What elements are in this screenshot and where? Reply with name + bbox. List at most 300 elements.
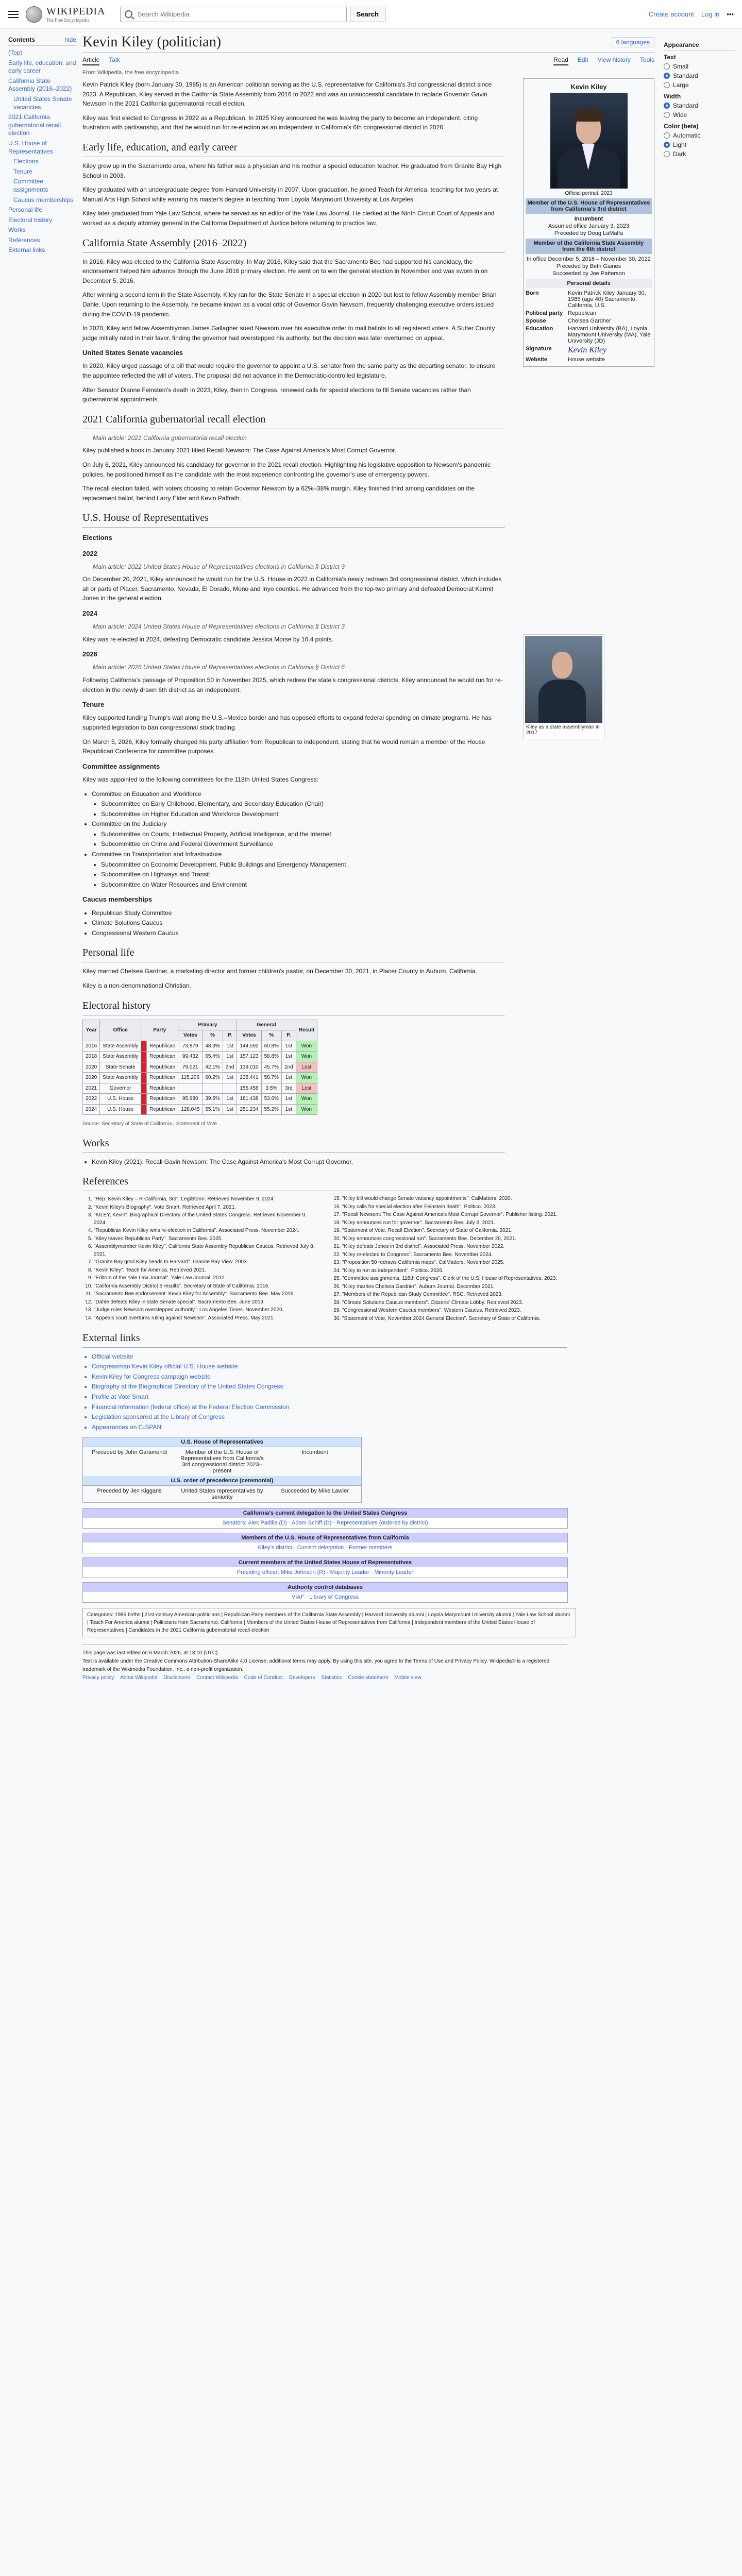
tab-tools[interactable]: Tools — [639, 56, 654, 63]
subsection-heading-2026: 2026 — [82, 650, 97, 658]
navbox-title[interactable]: Authority control databases — [83, 1583, 567, 1592]
committee-item[interactable]: • Subcommittee on Water Resources and Environment — [101, 880, 505, 890]
section-heading-personal: Personal life — [82, 945, 505, 962]
committee-list — [92, 789, 505, 890]
toc-item[interactable]: Tenure — [13, 167, 32, 175]
electoral-history-table — [82, 1020, 317, 1115]
cell-office[interactable]: State Assembly — [100, 1052, 141, 1062]
navbox-body[interactable]: Presiding officer: Mike Johnson (R) · Majority Leader · Minority Leader — [83, 1567, 567, 1578]
external-link[interactable]: • Financial information (federal office) at the Federal Election Commission — [92, 1402, 567, 1412]
navbox — [82, 1508, 568, 1529]
table-row — [83, 1052, 317, 1062]
reference-item[interactable]: 21. "Kiley defeats Jones in 3rd district". Associated Press. November 2022. — [342, 1243, 567, 1251]
cell-gp: 3.5% — [261, 1083, 281, 1094]
paragraph: In 2020, Kiley urged passage of a bill that would require the governor to appoint a U.S. senator from the same party as the departing senator, to ensure the appointee reflected the will of voters. The proposal did not advance in the Democratic-controlled legislature. — [82, 362, 496, 380]
cell-gv: 157,123 — [237, 1052, 261, 1062]
committee-item[interactable]: • Committee on the Judiciary — [92, 819, 505, 829]
external-link[interactable]: • Biography at the Biographical Directory of the United States Congress — [92, 1382, 567, 1392]
cell-office[interactable]: State Assembly — [100, 1073, 141, 1083]
th-votes: Votes — [237, 1030, 261, 1041]
cell-gr: 3rd — [281, 1083, 296, 1094]
party-color-swatch — [141, 1062, 147, 1073]
subsection-heading-caucuses: Caucus memberships — [82, 895, 153, 904]
option-label: Light — [673, 141, 687, 148]
cell-pv — [178, 1083, 203, 1094]
cell-gr: 1st — [281, 1041, 296, 1052]
committee-item[interactable]: • Committee on Transportation and Infrastructure — [92, 850, 505, 859]
cell-pv: 128,045 — [178, 1104, 203, 1115]
table-source: Source: Secretary of State of California | Statement of Vote — [82, 1121, 217, 1127]
succession-prev[interactable]: Preceded by John Garamendi — [83, 1447, 176, 1476]
cell-result: Won — [296, 1052, 317, 1062]
external-link[interactable]: • Legislation sponsored at the Library of Congress — [92, 1412, 567, 1422]
paragraph: Kiley later graduated from Yale Law School, where he served as an editor of the Yale Law Journal. He clerked at the Ninth Circuit Court of Appeals and worked as a deputy attorney general in the California Department of Justice before returning to practice law. — [82, 210, 495, 227]
cell-gp: 60.8% — [261, 1041, 281, 1052]
cell-gp: 58.7% — [261, 1073, 281, 1083]
subsection-heading-2022: 2022 — [82, 549, 97, 557]
cell-pr: 1st — [223, 1073, 237, 1083]
section-heading-early-life: Early life, education, and early career — [82, 140, 505, 157]
works-item: • Kevin Kiley (2021). Recall Gavin Newsom: The Case Against America's Most Corrupt Governor. — [92, 1157, 505, 1167]
reference-item[interactable]: 28. "Climate Solutions Caucus members". Citizens' Climate Lobby. Retrieved 2023. — [342, 1299, 567, 1307]
photo-body — [538, 680, 586, 723]
preceded-by: Preceded by Doug LaMalfa — [554, 230, 623, 236]
external-link[interactable]: • Kevin Kiley for Congress campaign website — [92, 1372, 567, 1382]
cell-pp: 55.1% — [203, 1104, 223, 1115]
paragraph: On December 20, 2021, Kiley announced he would run for the U.S. House in 2022 in California's newly redrawn 3rd congressional district, which includes all or parts of Placer, Sacramento, Nevada, El Dorado, Mono and Inyo counties. He advanced from the top-two primary and defeated Democrat Kermit Jones in the general election. — [82, 575, 502, 602]
tab-view-history[interactable]: View history — [597, 56, 631, 63]
th-primary: Primary — [178, 1020, 237, 1030]
page-footer — [82, 1645, 567, 1682]
main-menu-icon[interactable] — [8, 11, 19, 18]
reference-item[interactable]: 29. "Congressional Western Caucus members". Western Caucus. Retrieved 2023. — [342, 1307, 567, 1315]
reference-item[interactable]: 25. "Committee assignments, 118th Congress". Clerk of the U.S. House of Representatives. 2023. — [342, 1275, 567, 1283]
footer-link[interactable]: Statistics — [321, 1675, 342, 1681]
width-standard-option[interactable] — [664, 102, 735, 109]
footer-link[interactable]: Mobile view — [394, 1675, 421, 1681]
paragraph: Kiley was re-elected in 2024, defeating Democratic candidate Jessica Morse by 10.4 points. — [82, 635, 333, 643]
toc-heading: Contents — [8, 36, 35, 43]
cell-year: 2018 — [83, 1052, 100, 1062]
infobox-row — [526, 310, 652, 316]
party-color-swatch — [141, 1083, 147, 1094]
toc-item[interactable]: Works — [8, 226, 26, 234]
infobox-row-value: Harvard University (BA), Loyola Marymount University (MA), Yale University (JD) — [568, 326, 651, 344]
radio-icon — [664, 132, 670, 139]
reference-item[interactable]: 20. "Kiley announces congressional run". Sacramento Bee. December 20, 2021. — [342, 1235, 567, 1243]
cell-result: Lost — [296, 1062, 317, 1073]
reference-item[interactable]: 17. "Recall Newsom: The Case Against America's Most Corrupt Governor". Publisher listing. 2021. — [342, 1211, 567, 1219]
reference-item[interactable]: 14. "Appeals court overturns ruling against Newsom". Associated Press. May 2021. — [94, 1315, 318, 1323]
committee-item[interactable]: • Committee on Education and Workforce — [92, 789, 505, 799]
committee-item[interactable]: • Subcommittee on Higher Education and Workforce Development — [101, 809, 505, 819]
paragraph: Kiley graduated with an undergraduate degree from Harvard University in 2007. Upon graduation, he joined Teach for America, teaching for two years at Manual Arts High School while earning his master's degree in teaching from Loyola Marymount University at Los Angeles. — [82, 186, 498, 203]
reference-item[interactable]: 2. "Kevin Kiley's Biography". Vote Smart. Retrieved April 7, 2021. — [94, 1204, 318, 1212]
succession-current: Member of the U.S. House of Representatives from California's 3rd congressional district 2023–present — [176, 1447, 268, 1476]
cell-year: 2016 — [83, 1041, 100, 1052]
lead-paragraph: Kiley was first elected to Congress in 2022 as a Republican. In 2025 Kiley announced he was leaving the party to become an independent, citing frustration with partisanship, and that he would run for re-election as an independent in California's 6th congressional district in 2026. — [82, 114, 478, 131]
party-color-swatch — [141, 1041, 147, 1052]
paragraph: Kiley married Chelsea Gardner, a marketing director and former children's pastor, on December 30, 2021, in Placer County in Auburn, California. — [82, 968, 478, 975]
article-body — [82, 80, 505, 1191]
official-portrait[interactable] — [550, 93, 628, 189]
text-small-option[interactable] — [664, 63, 735, 70]
color-label: Color (beta) — [664, 123, 699, 130]
table-row — [83, 1062, 317, 1073]
width-wide-option[interactable] — [664, 111, 735, 118]
footer-link[interactable]: Privacy policy — [82, 1675, 114, 1681]
paragraph: After Senator Dianne Feinstein's death in 2023, Kiley, then in Congress, renewed calls for special elections to fill Senate vacancies rather than gubernatorial appointments. — [82, 386, 471, 403]
cell-gv: 144,592 — [237, 1041, 261, 1052]
toc-item[interactable]: U.S. House of Representatives — [8, 139, 53, 155]
search-icon — [125, 10, 132, 18]
navbox-title[interactable]: California's current delegation to the United States Congress — [83, 1509, 567, 1518]
reference-item[interactable]: 23. "Proposition 50 redraws California maps". CalMatters. November 2025. — [342, 1259, 567, 1267]
paragraph: On March 5, 2026, Kiley formally changed his party affiliation from Republican to independent, stating that he would remain a member of the House Republican Conference for committee purposes. — [82, 738, 485, 755]
text-size-label: Text — [664, 54, 676, 61]
infobox-row-value[interactable]: House website — [568, 357, 605, 363]
log-in-link[interactable]: Log in — [701, 10, 720, 18]
paragraph: On July 6, 2021, Kiley announced his candidacy for governor in the 2021 recall election. Highlighting his legislative opposition to Newsom's pandemic policies, he positioned himself as the candidate with the most experience confronting the governor's use of emergency powers. — [82, 461, 491, 478]
reference-item[interactable]: 27. "Members of the Republican Study Committee". RSC. Retrieved 2023. — [342, 1291, 567, 1299]
reference-item[interactable]: 15. "Kiley bill would change Senate vacancy appointments". CalMatters. 2020. — [342, 1195, 567, 1203]
option-label: Wide — [673, 111, 687, 118]
cell-year: 2022 — [83, 1094, 100, 1105]
assembly-succeeded: Succeeded by Joe Patterson — [552, 270, 625, 277]
cell-result: Won — [296, 1073, 317, 1083]
cell-party[interactable]: Republican — [147, 1062, 178, 1073]
infobox-row-value: Republican — [568, 310, 597, 316]
cell-result: Won — [296, 1094, 317, 1105]
site-tagline: The Free Encyclopedia — [46, 18, 90, 23]
th-year: Year — [83, 1020, 100, 1041]
cell-year: 2020 — [83, 1073, 100, 1083]
cell-gp: 53.6% — [261, 1094, 281, 1105]
cell-pr: 1st — [223, 1052, 237, 1062]
reference-item[interactable]: 12. "Dahle defeats Kiley in state Senate special". Sacramento Bee. June 2019. — [94, 1299, 318, 1307]
table-of-contents — [8, 36, 76, 257]
cell-gv: 155,458 — [237, 1083, 261, 1094]
reference-item[interactable]: 1. "Rep. Kevin Kiley – R California, 3rd". LegiStorm. Retrieved November 9, 2024. — [94, 1196, 318, 1204]
reference-item[interactable]: 10. "California Assembly District 6 results". Secretary of State of California. 2016. — [94, 1283, 318, 1291]
toc-item[interactable]: Caucus memberships — [13, 196, 74, 204]
signature-image: Kevin Kiley — [568, 346, 607, 354]
cell-party[interactable]: Republican — [147, 1041, 178, 1052]
precedence-prev[interactable]: Preceded by Jen Kiggans — [83, 1485, 176, 1502]
radio-icon — [664, 82, 670, 88]
paragraph: Kiley supported funding Trump's wall along the U.S.–Mexico border and has opposed efforts to expand federal spending on climate programs. He has supported legislation to ban congressional stock trading. — [82, 714, 492, 731]
cell-gp: 58.8% — [261, 1052, 281, 1062]
site-header — [0, 0, 742, 29]
personal-details-band: Personal details — [526, 279, 652, 288]
lead-paragraph: Kevin Patrick Kiley (born January 30, 1985) is an American politician serving as the U.S. representative for California's 3rd congressional district since 2023. A Republican, Kiley served in the California State Assembly from 2016 to 2022 and was an unsuccessful candidate to replace Governor Gavin Newsom in the 2021 California gubernatorial recall election. — [82, 81, 492, 108]
tab-read[interactable]: Read — [553, 56, 568, 65]
cell-office[interactable]: Governor — [100, 1083, 141, 1094]
reference-item[interactable]: 26. "Kiley marries Chelsea Gardner". Auburn Journal. December 2021. — [342, 1283, 567, 1291]
precedence-next[interactable]: Succeeded by Mike Lawler — [268, 1485, 361, 1502]
assembly-photo-thumb[interactable] — [523, 634, 604, 739]
last-edited: This page was last edited on 6 March 2026, at 18:10 (UTC). — [82, 1650, 220, 1656]
party-color-swatch — [141, 1073, 147, 1083]
page-title: Kevin Kiley (politician) — [82, 34, 222, 50]
reference-item[interactable]: 5. "Kiley leaves Republican Party". Sacramento Bee. 2025. — [94, 1235, 318, 1243]
section-heading-works: Works — [82, 1136, 505, 1153]
cell-party[interactable]: Republican — [147, 1052, 178, 1062]
cell-pr: 2nd — [223, 1062, 237, 1073]
search-box — [120, 7, 347, 22]
th-pct: % — [261, 1030, 281, 1041]
party-color-swatch — [141, 1094, 147, 1105]
navbox — [82, 1582, 568, 1603]
reference-item[interactable]: 22. "Kiley re-elected to Congress". Sacramento Bee. November 2024. — [342, 1251, 567, 1259]
search-button[interactable]: Search — [350, 7, 385, 22]
radio-selected-icon — [664, 73, 670, 79]
footer-link[interactable]: Disclaimers — [163, 1675, 191, 1681]
section-heading-assembly: California State Assembly (2016–2022) — [82, 235, 505, 253]
caucus-item[interactable]: • Climate Solutions Caucus — [92, 918, 505, 928]
hatnote[interactable]: Main article: 2026 United States House of Representatives elections in California § District 6 — [93, 664, 345, 671]
th-pct: % — [203, 1030, 223, 1041]
license-text: Text is available under the Creative Commons Attribution-ShareAlike 4.0 License; additional terms may apply. By using this site, you agree to the Terms of Use and Privacy Policy. Wikipedia® is a registered trademark of the Wikimedia Foundation, Inc., a non-profit organization. — [82, 1658, 550, 1673]
search-input[interactable] — [137, 10, 342, 19]
category-links[interactable]: Categories: 1985 births | 21st-century American politicians | Republican Party members of the California State Assembly | Harvard University alumni | Loyola Marymount University alumni | Yale Law School alumni | Teach For America alumni | Politicians from Sacramento, California | Members of the United States House of Representatives from California | Independent members of the United States House of Representatives | Candidates in the 2021 California gubernatorial recall election — [82, 1608, 576, 1637]
create-account-link[interactable]: Create account — [648, 10, 694, 18]
toc-hide-button[interactable]: hide — [64, 36, 76, 43]
toc-item[interactable]: Electoral history — [8, 216, 53, 224]
footer-link[interactable]: Contact Wikipedia — [196, 1675, 238, 1681]
reference-item[interactable]: 24. "Kiley to run as independent". Politico. 2026. — [342, 1267, 567, 1275]
cell-result: Won — [296, 1104, 317, 1115]
th-result: Result — [296, 1020, 317, 1041]
cell-gr: 2nd — [281, 1062, 296, 1073]
infobox — [523, 78, 654, 367]
cell-party[interactable]: Republican — [147, 1083, 178, 1094]
table-row — [83, 1094, 317, 1105]
cell-pp: 65.4% — [203, 1052, 223, 1062]
office-band: Member of the U.S. House of Representatives from California's 3rd district — [526, 198, 652, 214]
reference-item[interactable]: 7. "Granite Bay grad Kiley heads to Harvard". Granite Bay View. 2003. — [94, 1259, 318, 1266]
reference-item[interactable]: 9. "Editors of the Yale Law Journal". Yale Law Journal. 2012. — [94, 1275, 318, 1282]
cell-pp: 42.1% — [203, 1062, 223, 1073]
toc-item[interactable]: Elections — [13, 158, 39, 165]
infobox-row-key: Education — [526, 326, 553, 332]
option-label: Dark — [673, 150, 686, 158]
toc-item[interactable]: Personal life — [8, 206, 43, 214]
toc-item[interactable]: (Top) — [8, 49, 23, 56]
committee-item[interactable]: • Subcommittee on Economic Development, Public Buildings and Emergency Management — [101, 860, 505, 870]
tab-talk[interactable]: Talk — [109, 56, 120, 63]
reference-item[interactable]: 19. "Statement of Vote, Recall Election". Secretary of State of California. 2021. — [342, 1227, 567, 1235]
paragraph: Kiley published a book in January 2021 titled Recall Newsom: The Case Against America's Most Corrupt Governor. — [82, 447, 397, 454]
caucus-item[interactable]: • Congressional Western Caucus — [92, 928, 505, 938]
external-link[interactable]: • Profile at Vote Smart — [92, 1392, 567, 1402]
committee-item[interactable]: • Subcommittee on Courts, Intellectual Property, Artificial Intelligence, and the Internet — [101, 829, 505, 839]
reference-item[interactable]: 16. "Kiley calls for special election after Feinstein death". Politico. 2023. — [342, 1204, 567, 1211]
toc-item[interactable]: Committee assignments — [13, 178, 48, 193]
section-heading-electoral-history: Electoral history — [82, 998, 505, 1015]
cell-year: 2020 — [83, 1062, 100, 1073]
infobox-row — [526, 346, 652, 355]
toc-item[interactable]: References — [8, 236, 40, 244]
cell-gv: 181,438 — [237, 1094, 261, 1105]
page-tabs — [82, 56, 654, 65]
cell-pv: 79,021 — [178, 1062, 203, 1073]
paragraph: In 2020, Kiley and fellow Assemblyman James Gallagher sued Newsom over his executive order to mail ballots to all registered voters. A Sutter County judge initially ruled in their favor, finding the governor had overstepped his authority, but the decision was later overturned on appeal. — [82, 325, 495, 342]
footer-link[interactable]: Cookie statement — [348, 1675, 389, 1681]
reference-item[interactable]: 13. "Judge rules Newsom overstepped authority". Los Angeles Times. November 2020. — [94, 1307, 318, 1314]
paragraph: In 2016, Kiley was elected to the California State Assembly. In May 2016, Kiley said that the Sacramento Bee had supported his candidacy, the endorsement helped him advance through the June 2016 primary election. He went on to win the general election in November and was sworn in on December 5, 2016. — [82, 258, 488, 284]
footer-link[interactable]: Developers — [289, 1675, 315, 1681]
committee-item[interactable]: • Subcommittee on Early Childhood, Elementary, and Secondary Education (Chair) — [101, 799, 505, 809]
subsection-heading-tenure: Tenure — [82, 701, 105, 709]
assembly-term: In office December 5, 2016 – November 30, 2022 — [527, 256, 651, 262]
external-link[interactable]: • Congressman Kevin Kiley official U.S. House website — [92, 1362, 567, 1371]
cell-office[interactable]: State Senate — [100, 1062, 141, 1073]
cell-office[interactable]: U.S. House — [100, 1094, 141, 1105]
cell-pv: 73,879 — [178, 1041, 203, 1052]
cell-pp: 48.3% — [203, 1041, 223, 1052]
cell-party[interactable]: Republican — [147, 1104, 178, 1115]
navbox-body[interactable]: VIAF · Library of Congress — [83, 1592, 567, 1602]
subsection-heading-committees: Committee assignments — [82, 762, 160, 770]
reference-item[interactable]: 6. "Assemblymember Kevin Kiley". California State Assembly Republican Caucus. Retrieved July 8, 2021. — [94, 1243, 318, 1258]
cell-pv: 115,206 — [178, 1073, 203, 1083]
cell-result: Lost — [296, 1083, 317, 1094]
cell-pr: 1st — [223, 1041, 237, 1052]
reference-item[interactable]: 8. "Kevin Kiley". Teach for America. Retrieved 2021. — [94, 1267, 318, 1275]
thumb-caption: Kiley as a state assemblyman in 2017 — [526, 724, 600, 736]
cell-gr: 1st — [281, 1073, 296, 1083]
hatnote[interactable]: Main article: 2024 United States House of Representatives elections in California § District 3 — [93, 623, 345, 631]
cell-office[interactable]: State Assembly — [100, 1041, 141, 1052]
portrait-hair — [574, 108, 603, 122]
cell-pv: 95,980 — [178, 1094, 203, 1105]
hatnote[interactable]: Main article: 2021 California gubernatorial recall election — [93, 434, 247, 442]
main-content — [82, 34, 654, 1682]
toc-item[interactable]: United States Senate vacancies — [13, 95, 72, 111]
infobox-row-key: Political party — [526, 310, 563, 316]
tab-article[interactable]: Article — [82, 56, 99, 65]
navbox-title[interactable]: Members of the U.S. House of Representatives from California — [83, 1533, 567, 1543]
reference-item[interactable]: 4. "Republican Kevin Kiley wins re-election in California". Associated Press. November 2024. — [94, 1227, 318, 1235]
cell-gr: 1st — [281, 1094, 296, 1105]
th-place: P. — [223, 1030, 237, 1041]
cell-pr: 1st — [223, 1094, 237, 1105]
paragraph: Following California's passage of Proposition 50 in November 2025, which redrew the state's congressional districts, Kiley announced he would run for re-election in the newly drawn 6th district as an independent. — [82, 676, 503, 693]
option-label: Standard — [673, 102, 698, 109]
toc-item[interactable]: 2021 California gubernatorial recall election — [8, 113, 61, 137]
infobox-row-value: Kevin Patrick Kiley January 30, 1985 (age 40) Sacramento, California, U.S. — [568, 290, 646, 309]
cell-gp: 55.2% — [261, 1104, 281, 1115]
th-votes: Votes — [178, 1030, 203, 1041]
language-button[interactable]: 6 languages — [612, 37, 654, 47]
toc-item[interactable]: Early life, education, and early career — [8, 59, 76, 75]
paragraph: Kiley is a non-denominational Christian. — [82, 981, 191, 989]
navbox-title[interactable]: Current members of the United States House of Representatives — [83, 1558, 567, 1567]
wikipedia-logo[interactable] — [26, 6, 106, 23]
option-label: Small — [673, 63, 689, 70]
paragraph: Kiley grew up in the Sacramento area, where his father was a physician and his mother a special education teacher. He graduated from Granite Bay High School in 2003. — [82, 162, 502, 179]
reference-item[interactable]: 11. "Sacramento Bee endorsement: Kevin Kiley for Assembly". Sacramento Bee. May 2016. — [94, 1291, 318, 1298]
table-row — [83, 1073, 317, 1083]
infobox-row-key: Spouse — [526, 318, 546, 324]
cell-party[interactable]: Republican — [147, 1073, 178, 1083]
cell-gv: 251,234 — [237, 1104, 261, 1115]
option-label: Standard — [673, 72, 698, 79]
cell-pp: 60.2% — [203, 1073, 223, 1083]
color-dark-option[interactable] — [664, 150, 735, 158]
cell-office[interactable]: U.S. House — [100, 1104, 141, 1115]
party-color-swatch — [141, 1104, 147, 1115]
assembly-band: Member of the California State Assembly from the 6th district — [526, 239, 652, 254]
reference-item[interactable]: 3. "KILEY, Kevin". Biographical Directory of the United States Congress. Retrieved November 9, 2024. — [94, 1212, 318, 1227]
toc-item[interactable]: California State Assembly (2016–2022) — [8, 77, 72, 93]
more-options-icon[interactable]: ••• — [727, 10, 734, 18]
tab-edit[interactable]: Edit — [577, 56, 588, 63]
color-automatic-option[interactable] — [664, 132, 735, 139]
subsection-heading-elections: Elections — [82, 534, 112, 542]
footer-link[interactable]: About Wikipedia — [120, 1675, 158, 1681]
caucus-item[interactable]: • Republican Study Committee — [92, 908, 505, 918]
infobox-row-key: Born — [526, 290, 539, 296]
table-row — [83, 1104, 317, 1115]
site-name: WIKIPEDIA — [46, 6, 106, 17]
th-party: Party — [141, 1020, 178, 1041]
appearance-heading: Appearance — [664, 41, 735, 50]
footer-links — [82, 1674, 567, 1682]
hatnote[interactable]: Main article: 2022 United States House of Representatives elections in California § District 3 — [93, 563, 345, 570]
assembly-photo — [525, 636, 602, 723]
infobox-row-value: Chelsea Gardner — [568, 318, 611, 324]
caucus-list — [92, 908, 505, 938]
navbox-body[interactable]: Kiley's district · Current delegation · Former members — [83, 1543, 567, 1553]
section-heading-external-links: External links — [82, 1330, 567, 1348]
infobox-name: Kevin Kiley — [570, 83, 607, 91]
subsection-heading-senate: United States Senate vacancies — [82, 349, 183, 357]
cell-gv: 139,010 — [237, 1062, 261, 1073]
photo-face — [552, 652, 572, 679]
incumbent-label: Incumbent — [574, 216, 603, 222]
table-row — [83, 1083, 317, 1094]
cell-pr — [223, 1083, 237, 1094]
text-large-option[interactable] — [664, 81, 735, 89]
committee-item[interactable]: • Subcommittee on Crime and Federal Government Surveillance — [101, 839, 505, 849]
infobox-row — [526, 357, 652, 363]
reference-item[interactable]: 18. "Kiley announces run for governor". Sacramento Bee. July 6, 2021. — [342, 1219, 567, 1227]
cell-year: 2024 — [83, 1104, 100, 1115]
committee-item[interactable]: • Subcommittee on Highways and Transit — [101, 870, 505, 879]
cell-party[interactable]: Republican — [147, 1094, 178, 1105]
external-link[interactable]: • Official website — [92, 1352, 567, 1362]
precedence-current[interactable]: United States representatives by seniority — [176, 1485, 268, 1502]
cell-pr: 1st — [223, 1104, 237, 1115]
external-link[interactable]: • Appearances on C-SPAN — [92, 1422, 567, 1432]
th-office: Office — [100, 1020, 141, 1041]
infobox-row — [526, 290, 652, 309]
text-standard-option[interactable] — [664, 72, 735, 79]
option-label: Automatic — [673, 132, 701, 139]
assumed-office: Assumed office January 3, 2023 — [548, 223, 629, 229]
infobox-row-key: Website — [526, 357, 547, 363]
reference-item[interactable]: 30. "Statement of Vote, November 2024 General Election". Secretary of State of California. — [342, 1315, 567, 1323]
cell-result: Won — [296, 1041, 317, 1052]
footer-link[interactable]: Code of Conduct — [244, 1675, 283, 1681]
infobox-row-key: Signature — [526, 346, 552, 352]
cell-gp: 45.7% — [261, 1062, 281, 1073]
color-light-option[interactable] — [664, 141, 735, 148]
navbox-body[interactable]: Senators: Alex Padilla (D) · Adam Schiff (D) · Representatives (ordered by district) — [83, 1518, 567, 1528]
toc-item[interactable]: External links — [8, 246, 45, 254]
